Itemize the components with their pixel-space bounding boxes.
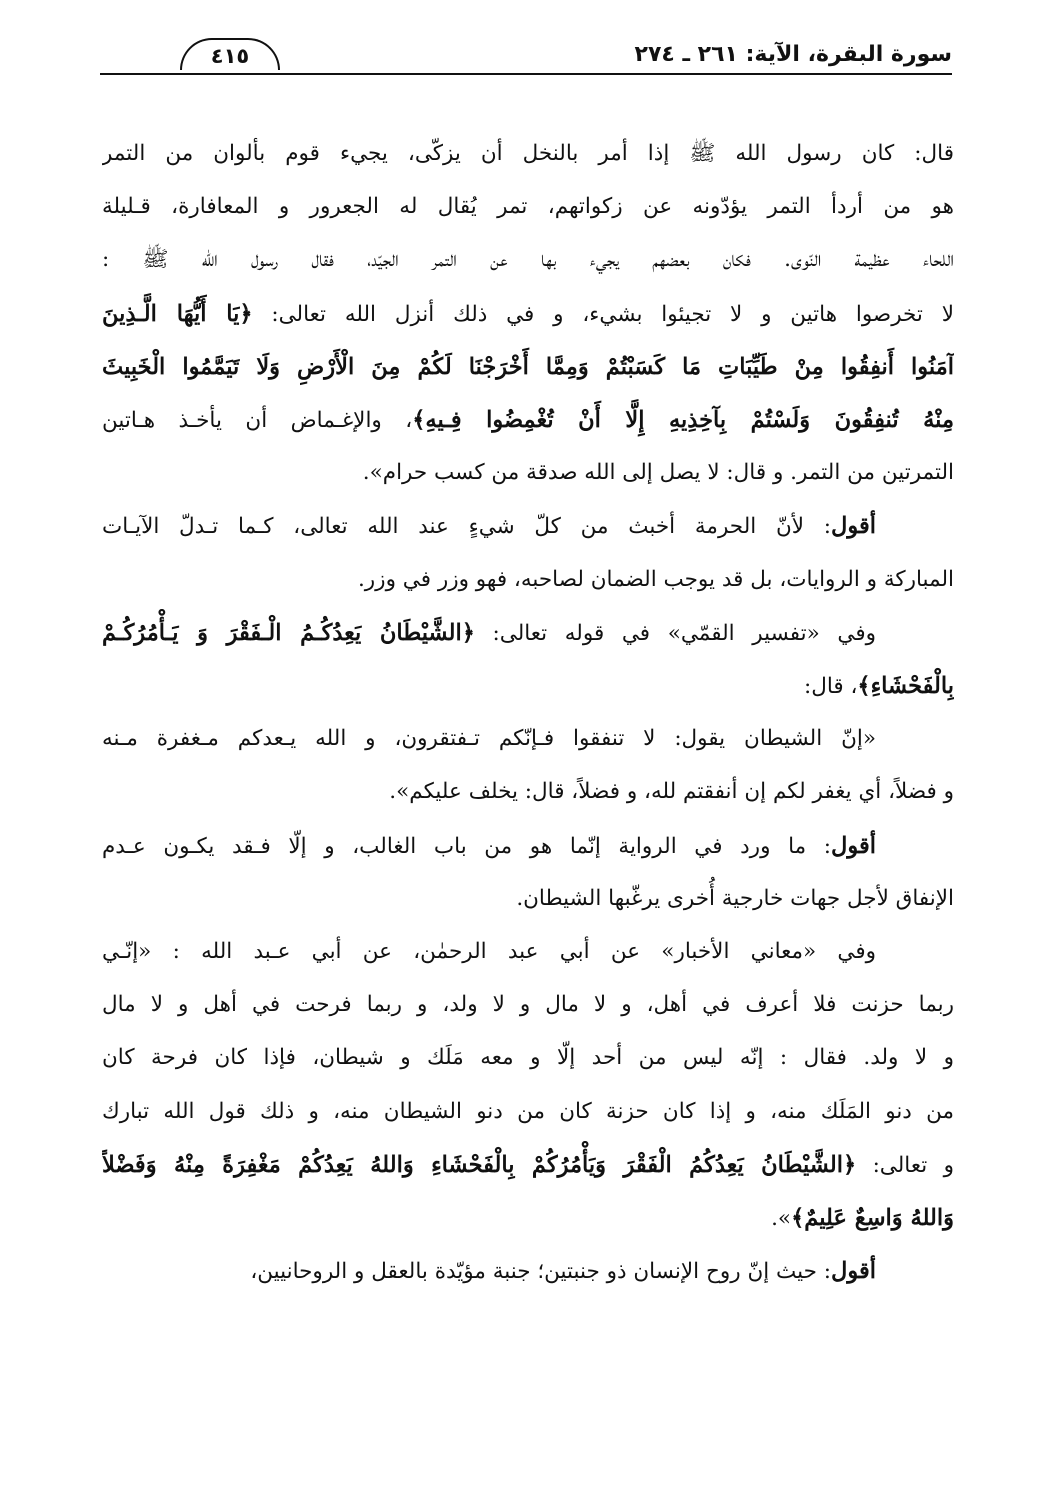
text-line [102,715,954,775]
bold-text-span: أقول [831,1258,876,1285]
text-span: : لأنّ الحرمة أخبث من كلّ شيءٍ عند الله تعالى، كـما تـدلّ الآيـات [102,514,832,540]
page-header [100,38,952,78]
text-span: : ما ورد في الرواية إنّما هو من باب الغالب، و إلّا فـقد يكـون عـدم [102,833,832,859]
text-line [102,1141,954,1201]
text-line [102,236,954,296]
text-line [102,981,954,1041]
text-span: وفي «تفسير القمّي» في قوله تعالى: [474,620,876,646]
text-line [102,343,954,403]
surah-title: سورة البقرة، الآية: ٢٦١ ـ ٢٧٤ [634,42,952,67]
bold-text-span: آمَنُوا أَنفِقُوا مِنْ طَيِّبَاتِ مَا كَسَبْتُمْ وَمِمَّا أَخْرَجْنَا لَكُمْ مِنَ الْأَرْضِ وَلَا تَيَمَّمُوا الْخَبِيثَ [102,353,954,380]
text-span: و فضلاً، أي يغفر لكم إن أنفقتم لله، و فضلاً، قال: يخلف عليكم». [389,779,954,805]
text-line [102,1194,954,1254]
page-number: ٤١٥ [180,38,280,70]
text-span: التمرتين من التمر. و قال: لا يصل إلى الله صدقة من كسب حرام». [362,460,954,486]
text-line [102,183,954,243]
text-line [102,875,954,935]
bold-text-span: ﴿الشَّيْطَانُ يَعِدُكُمُ الْفَقْرَ وَيَأْمُرُكُمْ بِالْفَحْشَاءِ وَاللهُ يَعِدُكُمْ مَغْفِرَةً مِنْهُ وَفَضْلاً [102,1151,857,1178]
text-span: ، والإغـماض أن يأخـذ هـاتين [102,408,413,433]
bold-text-span: مِنْهُ تُنفِقُونَ وَلَسْتُمْ بِآخِذِيهِ إِلَّا أَنْ تُغْمِضُوا فِـيهِ﴾ [412,407,954,433]
text-line [102,290,954,350]
text-line [102,609,954,669]
text-line [102,1247,954,1307]
text-line [102,662,954,722]
text-span: هو من أردأ التمر يؤدّونه عن زكواتهم، تمر يُقال له الجعرور و المعافارة، قـليلة [102,194,954,220]
text-span: و تعالى: [856,1152,954,1178]
text-span: قال: كان رسول الله ﷺ إذا أمر بالنخل أن يزكّى، يجيء قوم بألوان من التمر [102,141,954,166]
text-span: لا تخرصوا هاتين و لا تجيئوا بشيء، و في ذلك أنزل الله تعالى: [252,301,954,327]
text-span: الإنفاق لأجل جهات خارجية أُخرى يرغّبها الشيطان. [516,885,954,911]
text-line [102,556,954,616]
text-line [102,1088,954,1148]
bold-text-span: أقول [831,513,876,540]
text-span: : حيث إنّ روح الإنسان ذو جنبتين؛ جنبة مؤيّدة بالعقل و الروحانيين، [250,1259,832,1285]
text-span: اللحاء عظيمة النّوى. فكان بعضهم يجيء بها عن التمر الجيّد، فقال رسول الله ﷺ : [102,247,954,273]
text-line [102,822,954,882]
bold-text-span: ﴿يَا أَيُّهَا الَّـذِينَ [102,300,253,327]
text-span: ربما حزنت فلا أعرف في أهل، و لا مال و لا ولد، و ربما فرحت في أهل و لا مال [102,992,954,1018]
text-line [102,928,954,988]
text-span: ، قال: [803,674,858,699]
text-span: المباركة و الروايات، بل قد يوجب الضمان لصاحبه، فهو وزر في وزر. [357,566,954,592]
text-line [102,130,954,190]
text-span: وفي «معاني الأخبار» عن أبي عبد الرحمٰن، عن أبي عـبد الله : «إنّـي [102,939,876,964]
bold-text-span: بِالْفَحْشَاءِ﴾ [857,673,954,699]
text-line [102,1034,954,1094]
bold-text-span: أقول [831,832,876,859]
bold-text-span: وَاللهُ وَاسِعٌ عَلِيمٌ﴾ [791,1205,954,1231]
text-span: من دنو المَلَك منه، و إذا كان حزنة كان من دنو الشيطان منه، و ذلك قول الله تبارك [102,1098,954,1124]
text-span: و لا ولد. فقال : إنّه ليس من أحد إلّا و معه مَلَك و شيطان، فإذا كان فرحة كان [102,1045,954,1071]
text-line [102,502,954,562]
text-line [102,449,954,509]
header-rule [100,73,952,75]
text-line [102,396,954,456]
bold-text-span: ﴿الشَّيْطَانُ يَعِدُكُـمُ الْـفَقْرَ وَ يَـأْمُرُكُـمْ [102,619,475,646]
text-span: «إنّ الشيطان يقول: لا تنفقوا فـإنّكم تـفتقرون، و الله يـعدكم مـغفرة مـنه [102,726,876,752]
text-line [102,768,954,828]
text-span: ». [771,1206,792,1231]
